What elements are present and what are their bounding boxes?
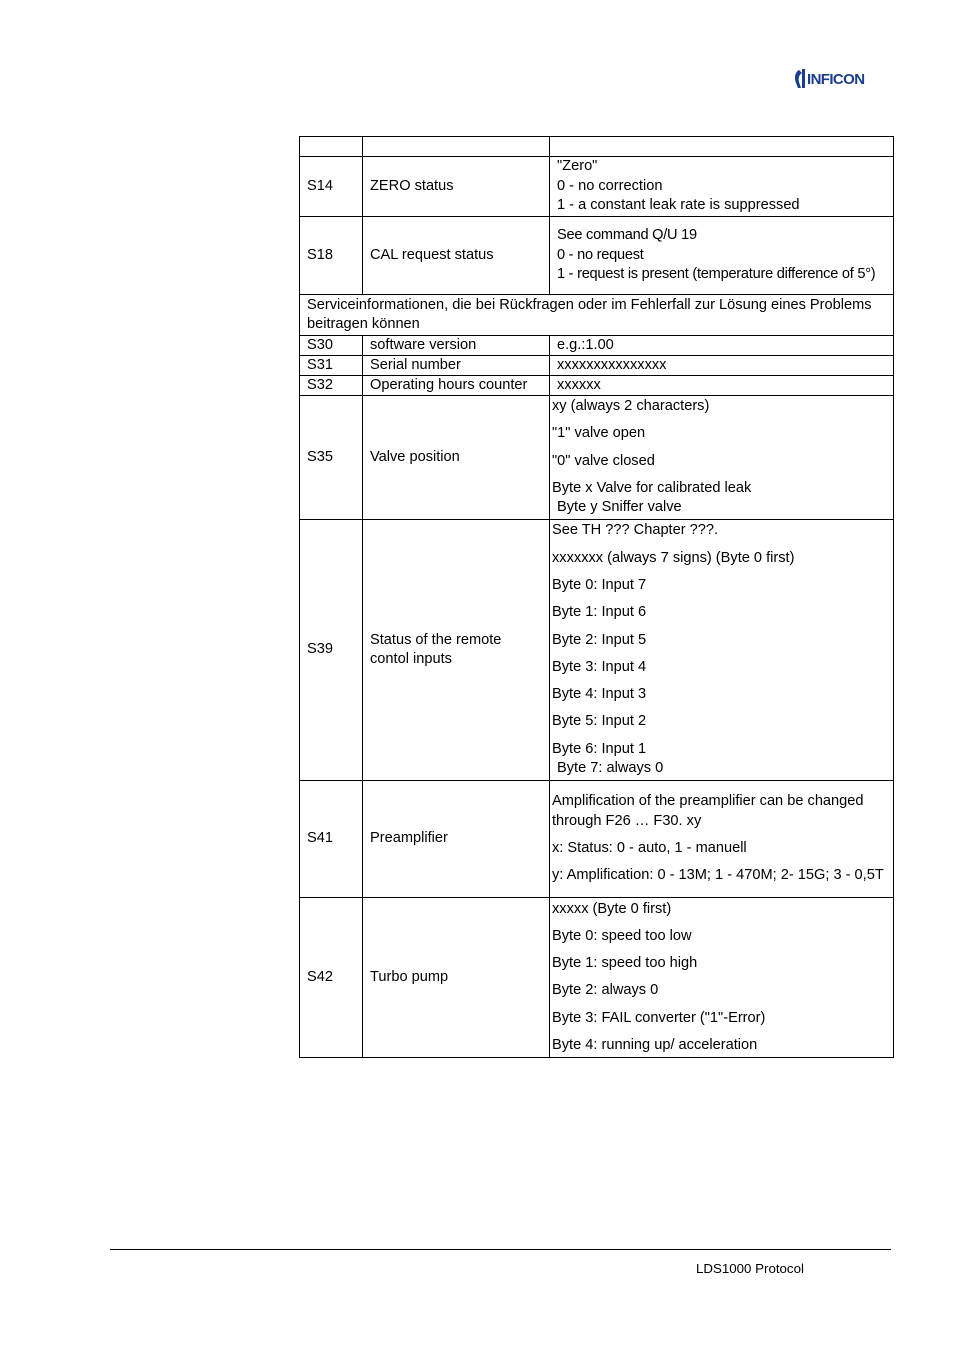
description-line: 1 - a constant leak rate is suppressed: [557, 197, 800, 214]
command-name: Preamplifier: [363, 781, 550, 898]
description-line: Byte 3: FAIL converter ("1"-Error): [552, 1009, 766, 1026]
command-name: software version: [363, 336, 550, 356]
description-line: Byte 6: Input 1: [552, 740, 647, 757]
table-cell: [363, 137, 550, 157]
description-line: "0" valve closed: [552, 452, 655, 469]
table-cell: [550, 137, 894, 157]
command-name: Status of the remote contol inputs: [363, 520, 550, 781]
command-name: Turbo pump: [363, 898, 550, 1058]
command-code: S31: [300, 356, 363, 376]
footer-divider: [110, 1249, 891, 1250]
table-row-s18: [300, 217, 894, 295]
table-row-s39: [300, 520, 894, 781]
command-description: [550, 396, 894, 520]
inficon-logo: [793, 66, 893, 90]
description-line: Byte 7: always 0: [557, 760, 664, 777]
description-line: Byte 0: Input 7: [552, 576, 647, 593]
description-line: Byte y Sniffer valve: [557, 499, 682, 516]
table-row-s35: [300, 396, 894, 520]
command-code: S39: [300, 520, 363, 781]
description-line: xy (always 2 characters): [552, 398, 710, 415]
command-code: S18: [300, 217, 363, 295]
description-line: Byte 5: Input 2: [552, 713, 647, 730]
table-row-s32: [300, 376, 894, 396]
command-code: S35: [300, 396, 363, 520]
command-description: [550, 520, 894, 781]
description-line: "1" valve open: [552, 425, 646, 442]
table-row-s31: [300, 356, 894, 376]
description-line: Byte 1: speed too high: [552, 955, 698, 972]
command-code: S32: [300, 376, 363, 396]
command-description: e.g.:1.00: [550, 336, 894, 356]
command-description: [550, 781, 894, 898]
description-line: xxxxxxx (always 7 signs) (Byte 0 first): [552, 549, 795, 566]
command-code: S14: [300, 157, 363, 217]
description-line: y: Amplification: 0 - 13M; 1 - 470M; 2- 15G; 3 - 0,5T: [552, 867, 884, 884]
description-line: Amplification of the preamplifier can be changed through F26 … F30. xy: [552, 793, 864, 829]
table-row-s14: [300, 157, 894, 217]
description-line: 1 - request is present (temperature difference of 5°): [557, 266, 876, 283]
command-code: S41: [300, 781, 363, 898]
description-line: See command Q/U 19: [557, 227, 697, 244]
command-description: xxxxxxxxxxxxxxx: [550, 356, 894, 376]
section-note: Serviceinformationen, die bei Rückfragen oder im Fehlerfall zur Lösung eines Problems beitragen können: [300, 295, 894, 336]
table-row-s30: [300, 336, 894, 356]
command-name: ZERO status: [363, 157, 550, 217]
command-name: CAL request status: [363, 217, 550, 295]
description-line: 0 - no correction: [557, 177, 663, 194]
inficon-logo-icon: [793, 66, 893, 90]
status-command-table: [299, 136, 894, 1058]
description-line: 0 - no request: [557, 246, 644, 263]
table-row-s42: [300, 898, 894, 1058]
footer-doc-title: LDS1000 Protocol: [696, 1261, 804, 1276]
command-name: Serial number: [363, 356, 550, 376]
command-description: xxxxxx: [550, 376, 894, 396]
command-code: S30: [300, 336, 363, 356]
description-line: Byte 3: Input 4: [552, 658, 647, 675]
table-cell: [300, 137, 363, 157]
table-row-s41: [300, 781, 894, 898]
description-line: xxxxx (Byte 0 first): [552, 900, 672, 917]
command-code: S42: [300, 898, 363, 1058]
description-line: Byte 4: Input 3: [552, 686, 647, 703]
description-line: Byte 1: Input 6: [552, 604, 647, 621]
command-name: Operating hours counter: [363, 376, 550, 396]
command-description: [550, 157, 894, 217]
description-line: See TH ??? Chapter ???.: [552, 522, 719, 539]
description-line: Byte 2: always 0: [552, 982, 659, 999]
description-line: "Zero": [557, 158, 598, 175]
description-line: Byte 0: speed too low: [552, 927, 692, 944]
svg-text:INFICON: INFICON: [807, 71, 865, 88]
command-description: [550, 217, 894, 295]
description-line: Byte 4: running up/ acceleration: [552, 1036, 758, 1053]
description-line: x: Status: 0 - auto, 1 - manuell: [552, 840, 747, 856]
table-row-section-note: [300, 295, 894, 336]
description-line: Byte 2: Input 5: [552, 631, 647, 648]
command-name: Valve position: [363, 396, 550, 520]
table-header-row: [300, 137, 894, 157]
command-description: [550, 898, 894, 1058]
description-line: Byte x Valve for calibrated leak: [552, 479, 752, 496]
